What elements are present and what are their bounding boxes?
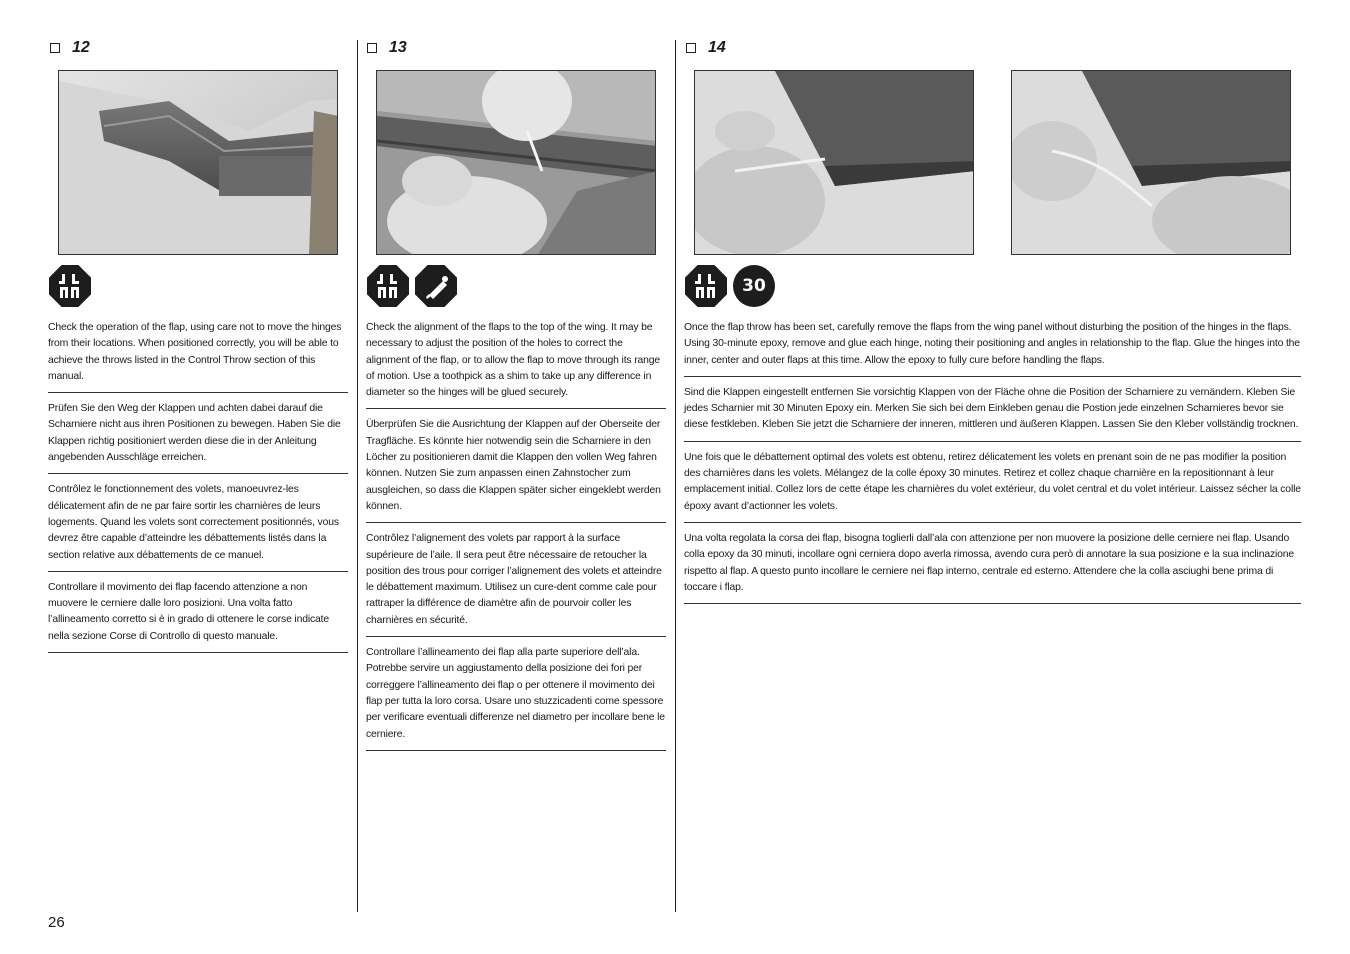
column-divider [357, 40, 358, 912]
hinge-icon [685, 265, 727, 307]
glue-bottle-icon [415, 265, 457, 307]
paragraph-fr: Contrôlez le fonctionnement des volets, manoeuvrez-les délicatement afin de ne par faire sortir les charnières de leurs logements. Quand les volets sont correctement positionnés, vous devrez être capable d’atteindre les débattements listés dans la section relative aux débattements de ce manuel. [48, 482, 348, 571]
step-13-header [367, 36, 407, 60]
step-13-text [366, 320, 666, 759]
paragraph-it: Controllare l’allineamento dei flap alla parte superiore dell’ala. Potrebbe servire un aggiustamento della posizione dei fori per correggere l’allineamento dei flap o per ottenere il movimento dei flap per tutta la loro corsa. Usare uno stuzzicadenti come spessore per verificare eventuali differenze nel diametro per incollare bene le cerniere. [366, 645, 666, 751]
paragraph-de: Prüfen Sie den Weg der Klappen und achten dabei darauf die Scharniere nicht aus ihren Positionen zu bewegen. Haben Sie die Klappen richtig positioniert werden diese die in der Anleitung angebenden Ausschläge erreichen. [48, 401, 348, 474]
photo-flap-hinges [58, 70, 338, 255]
step-14-header [686, 36, 726, 60]
step-12-text [48, 320, 348, 661]
step-number: 14 [708, 39, 726, 56]
hinge-icon [367, 265, 409, 307]
step-14-icons [685, 265, 775, 307]
column-divider [675, 40, 676, 912]
page-number: 26 [48, 914, 65, 931]
step-number: 12 [72, 39, 90, 56]
paragraph-en: Check the operation of the flap, using care not to move the hinges from their locations. When positioned correctly, you will be able to achieve the throws listed in the Control Throw section of this manual. [48, 320, 348, 393]
paragraph-en: Once the flap throw has been set, carefully remove the flaps from the wing panel without disturbing the position of the hinges in the flaps. Using 30-minute epoxy, remove and glue each hinge, noting their positioning and angles in relationship to the flap. Glue the hinges into the inner, center and outer flaps at this time. Allow the epoxy to fully cure before handling the flaps. [684, 320, 1301, 377]
photo-hinge-insert-left [694, 70, 974, 255]
step-checkbox[interactable] [367, 43, 377, 53]
paragraph-fr: Contrôlez l’alignement des volets par rapport à la surface supérieure de l’aile. Il sera peut être nécessaire de retoucher la position des trous pour corriger l’alignement des volets et atteindre le débattement maximum. Utilisez un cure-dent comme cale pour rattraper la différence de diamètre afin de pourvoir coller les charnières en sécurité. [366, 531, 666, 637]
step-12-header [50, 36, 90, 60]
hinge-icon [49, 265, 91, 307]
step-number: 13 [389, 39, 407, 56]
step-12-icons [49, 265, 91, 307]
paragraph-de: Überprüfen Sie die Ausrichtung der Klappen auf der Oberseite der Tragfläche. Es könnte hier notwendig sein die Scharniere in den Löcher zu positionieren damit die Klappen den vollen Weg fahren können. Nutzen Sie zum anpassen einen Zahnstocher zum ausgleichen, so dass die Klappen später sicher eingeklebt werden können. [366, 417, 666, 523]
paragraph-it: Una volta regolata la corsa dei flap, bisogna toglierli dall’ala con attenzione per non muovere la posizione delle cerniere nei flap. Usando colla epoxy da 30 minuti, incollare ogni cerniera dopo averla rimossa, avendo cura però di annotare la sua posizione e la sua inclinazione rispetto al flap. A questo punto incollare le cerniere nei flap interno, centrale ed esterno. Attendere che la colla asciughi bene prima di toccare i flap. [684, 531, 1301, 604]
paragraph-en: Check the alignment of the flaps to the top of the wing. It may be necessary to adjust the position of the holes to correct the alignment of the flap, or to allow the flap to move through its range of motion. Use a toothpick as a shim to take up any difference in diameter so the hinges will be glued securely. [366, 320, 666, 409]
photo-toothpick-shim [376, 70, 656, 255]
step-checkbox[interactable] [50, 43, 60, 53]
photo-hinge-insert-right [1011, 70, 1291, 255]
step-14-text [684, 320, 1301, 612]
step-checkbox[interactable] [686, 43, 696, 53]
step-13-icons [367, 265, 457, 307]
paragraph-de: Sind die Klappen eingestellt entfernen Sie vorsichtig Klappen von der Fläche ohne die Position der Scharniere zu vernändern. Kleben Sie jedes Scharnier mit 30 Minuten Epoxy ein. Merken Sie sich bei dem Einkleben genau die Postion jede einzelnen Scharnieres bevor sie diese festkleben. Kleben Sie jetzt die Scharniere der inneren, mittleren und äußeren Klappen. Lassen Sie den Kleber vollständig trocknen. [684, 385, 1301, 442]
paragraph-fr: Une fois que le débattement optimal des volets est obtenu, retirez délicatement les volets en prenant soin de ne pas modifier la position des charnières dans les volets. Mélangez de la colle époxy 30 minutes. Retirez et collez chaque charnière en la repositionnant à leur emplacement initial. Collez lors de cette étape les charnières du volet extérieur, du volet central et du volet intérieur. Laissez sécher la colle époxy avant d’actionner les volets. [684, 450, 1301, 523]
paragraph-it: Controllare il movimento dei flap facendo attenzione a non muovere le cerniere dalle loro posizioni. Una volta fatto l’allineamento corretto si è in grado di ottenere le corse indicate nella sezione Corse di Controllo di questo manuale. [48, 580, 348, 653]
epoxy-30-minute-icon: 30 [733, 265, 775, 307]
